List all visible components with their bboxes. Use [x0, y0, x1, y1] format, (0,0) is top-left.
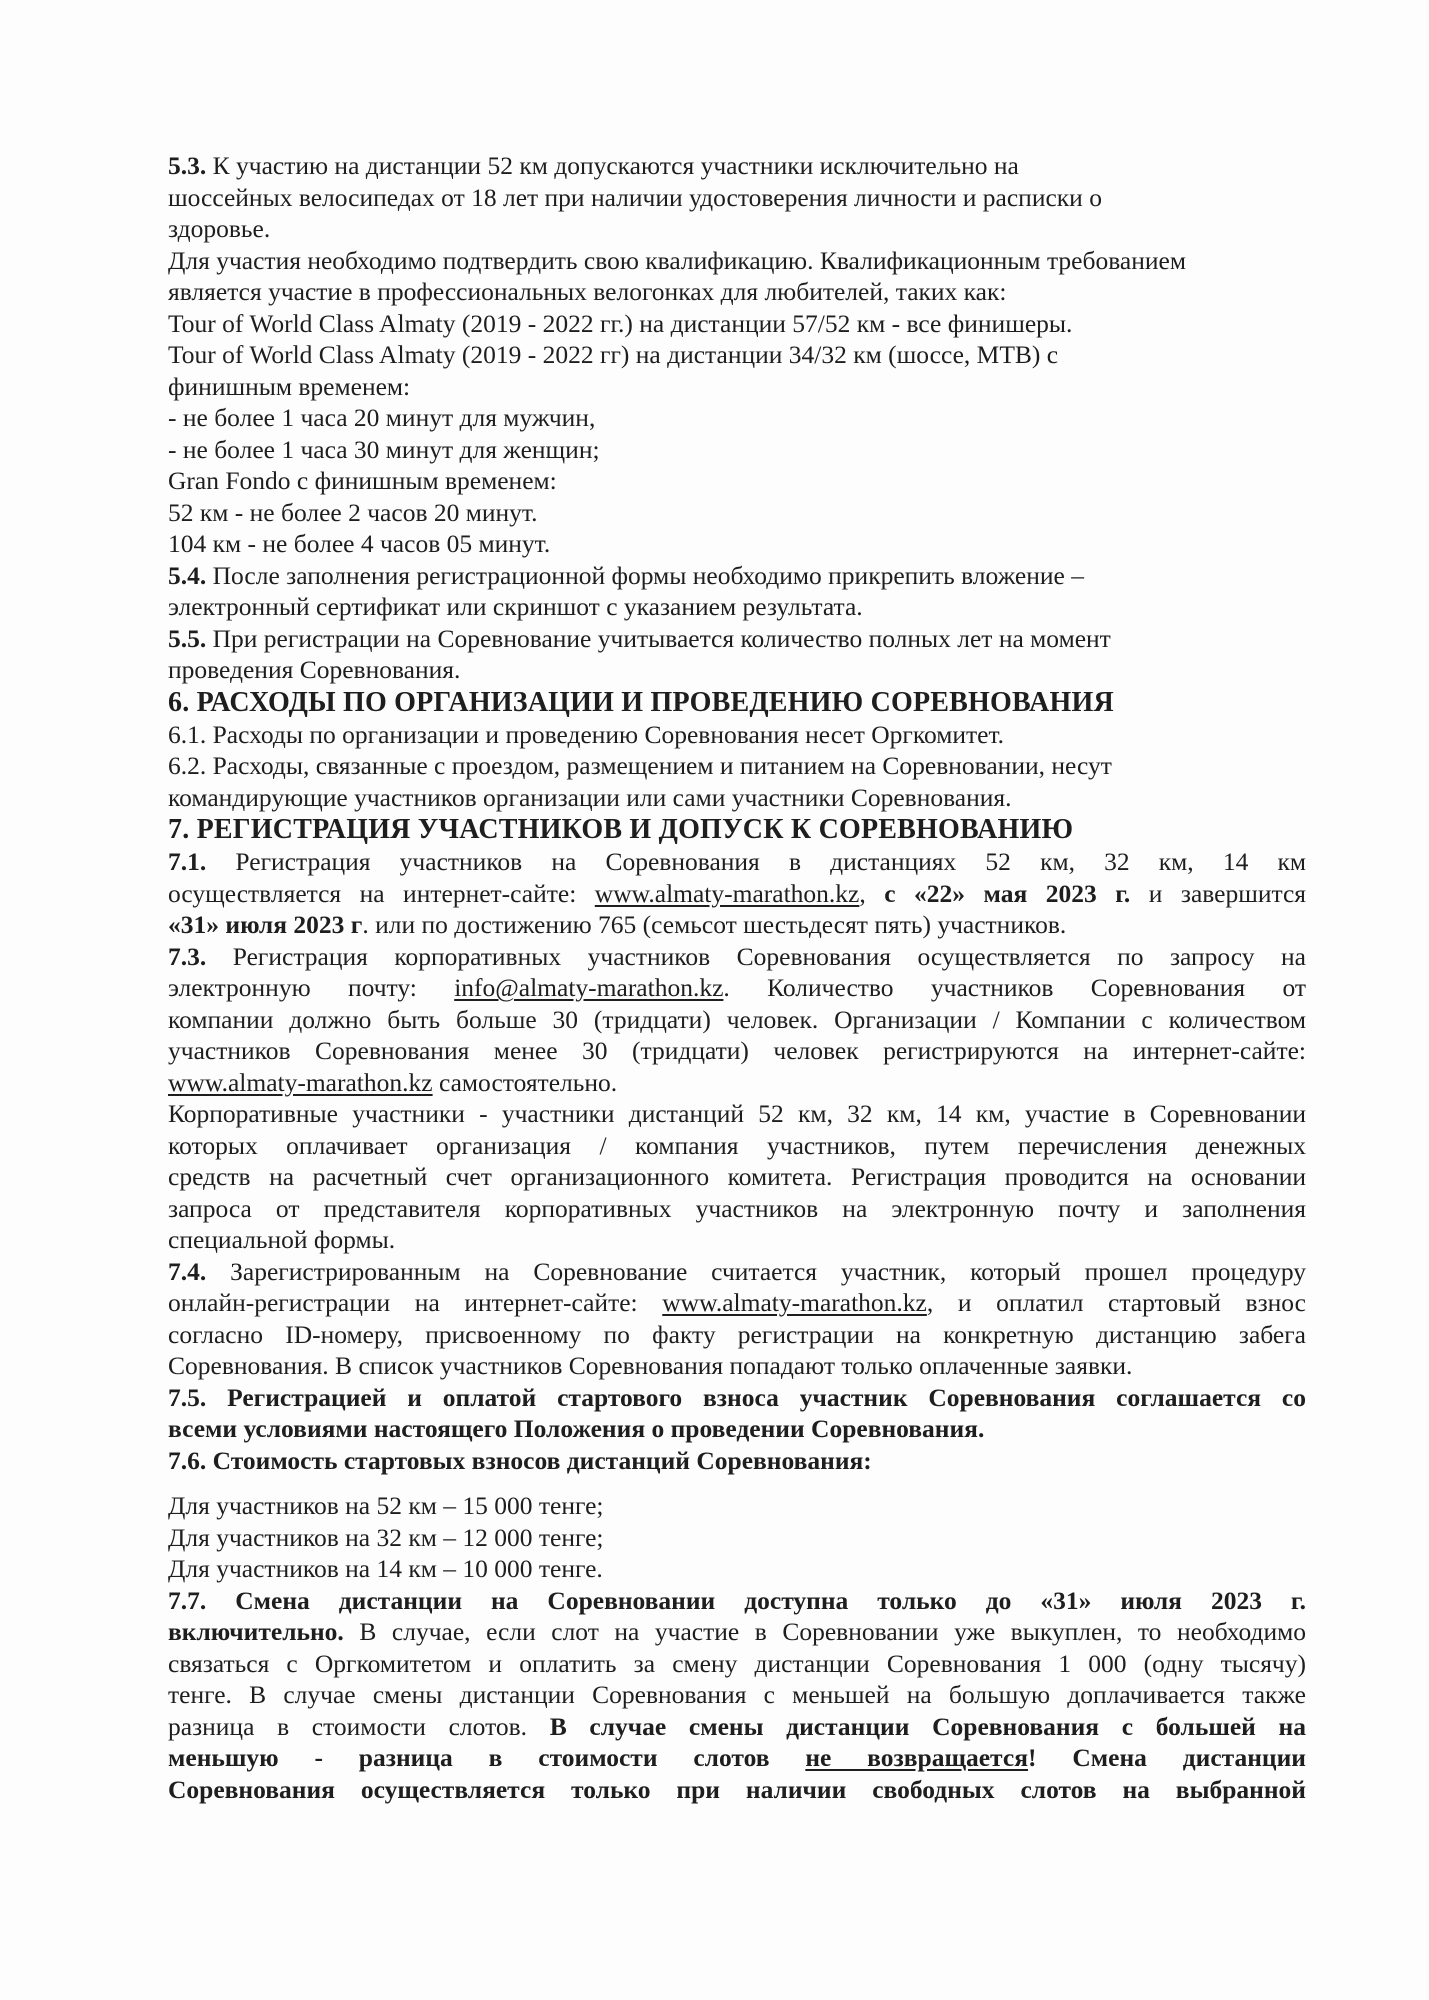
text-line: [168, 276, 1306, 308]
text-run: После заполнения регистрационной формы необходимо прикрепить вложение –: [206, 560, 1084, 590]
text-run: командирующие участников организации или сами участники Соревнования.: [168, 782, 1012, 812]
text-run: Зарегистрированным на Соревнование считается участник, который прошел процедуру: [206, 1256, 1306, 1286]
text-line: [168, 750, 1306, 782]
text-line: [168, 1522, 1306, 1554]
section-heading-h7: [168, 813, 1306, 846]
text-line: [168, 402, 1306, 434]
text-line: [168, 182, 1306, 214]
paragraph-fees: [168, 1490, 1306, 1585]
text-line: [168, 245, 1306, 277]
text-line: [168, 528, 1306, 560]
text-run: ! Смена дистанции: [1028, 1743, 1306, 1772]
text-run: . или по достижению 765 (семьсот шестьдесят пять) участников.: [362, 910, 1067, 939]
text-run: согласно ID-номеру, присвоенному по факту регистрации на конкретную дистанцию забега: [168, 1319, 1306, 1349]
text-run: Gran Fondo с финишным временем:: [168, 466, 557, 495]
text-run: В случае смены дистанции Соревнования с большей на: [549, 1711, 1306, 1741]
text-run: 7.3.: [168, 941, 207, 971]
email-link[interactable]: info@almaty-marathon.kz: [454, 973, 724, 1002]
document-body: [168, 150, 1306, 1805]
text-line: [168, 1287, 1306, 1319]
text-run: 7.1.: [168, 847, 207, 876]
text-line: [168, 1585, 1306, 1617]
text-line: [168, 1445, 1306, 1477]
text-run: 5.4.: [168, 560, 207, 590]
text-run: тенге. В случае смены дистанции Соревнования с меньшей на большую доплачивается также: [168, 1680, 1306, 1709]
spacer: [168, 1476, 1306, 1490]
text-run: связаться с Оргкомитетом и оплатить за смену дистанции Соревнования 1 000 (одну тысячу): [168, 1648, 1306, 1678]
text-run: 7.4.: [168, 1256, 207, 1286]
text-line: [168, 1774, 1306, 1806]
text-line: [168, 1193, 1306, 1225]
text-run: разница в стоимости слотов.: [168, 1711, 550, 1741]
text-line: [168, 1679, 1306, 1711]
text-run: специальной формы.: [168, 1225, 396, 1254]
text-run: Регистрация участников на Соревнования в дистанциях 52 км, 32 км, 14 км: [206, 847, 1306, 876]
paragraph-p7-7: [168, 1585, 1306, 1806]
text-line: [168, 878, 1306, 910]
text-line: [168, 434, 1306, 466]
text-line: [168, 308, 1306, 340]
text-run: самостоятельно.: [432, 1067, 618, 1097]
text-line: [168, 591, 1306, 623]
text-run: ,: [859, 878, 885, 908]
text-run: При регистрации на Соревнование учитывается количество полных лет на момент: [206, 623, 1111, 653]
text-line: [168, 1350, 1306, 1382]
paragraph-p7-4: [168, 1256, 1306, 1382]
text-line: [168, 719, 1306, 751]
text-line: [168, 1616, 1306, 1648]
text-run: шоссейных велосипедах от 18 лет при наличии удостоверения личности и расписки о: [168, 182, 1102, 212]
text-run: Для участия необходимо подтвердить свою квалификацию. Квалификационным требованием: [168, 245, 1186, 275]
text-run: Tour of World Class Almaty (2019 - 2022 гг.) на дистанции 57/52 км - все финишеры.: [168, 308, 1073, 338]
text-line: [168, 1413, 1306, 1445]
text-run: Tour of World Class Almaty (2019 - 2022 гг) на дистанции 34/32 км (шоссе, МТВ) с: [168, 340, 1059, 369]
text-line: [168, 1035, 1306, 1067]
paragraph-p7-3b: [168, 1098, 1306, 1256]
text-run: 5.5.: [168, 623, 207, 653]
text-run: финишным временем:: [168, 371, 411, 401]
text-run: 7.5. Регистрацией и оплатой стартового взноса участник Соревнования соглашается со: [168, 1382, 1306, 1412]
text-line: [168, 782, 1306, 814]
text-line: [168, 1490, 1306, 1522]
text-line: [168, 1098, 1306, 1130]
text-run: К участию на дистанции 52 км допускаются участники исключительно на: [206, 151, 1019, 180]
text-run: 6.2. Расходы, связанные с проездом, размещением и питанием на Соревновании, несут: [168, 751, 1112, 780]
text-run: Для участников на 32 км – 12 000 тенге;: [168, 1522, 604, 1552]
text-run: включительно.: [168, 1617, 344, 1646]
text-line: [168, 1067, 1306, 1099]
text-run: и завершится: [1130, 878, 1307, 908]
text-line: [168, 846, 1306, 878]
website-link[interactable]: www.almaty-marathon.kz: [168, 1067, 433, 1097]
text-run: которых оплачивает организация / компания участников, путем перечисления денежных: [168, 1130, 1306, 1160]
text-run: меньшую - разница в стоимости слотов: [168, 1743, 806, 1772]
text-run: - не более 1 часа 20 минут для мужчин,: [168, 403, 596, 432]
text-run: 52 км - не более 2 часов 20 минут.: [168, 497, 538, 527]
text-line: [168, 1004, 1306, 1036]
text-run: компании должно быть больше 30 (тридцати) человек. Организации / Компании с количеством: [168, 1004, 1306, 1034]
text-line: [168, 654, 1306, 686]
website-link[interactable]: www.almaty-marathon.kz: [662, 1288, 927, 1317]
text-run: 5.3.: [168, 151, 207, 180]
text-line: [168, 972, 1306, 1004]
paragraph-p7-1: [168, 846, 1306, 941]
section-heading-h6: [168, 686, 1306, 719]
paragraph-p5-5: [168, 623, 1306, 686]
text-line: [168, 1319, 1306, 1351]
text-run: здоровье.: [168, 214, 271, 243]
text-line: [168, 1711, 1306, 1743]
text-run: Соревнования. В список участников Соревнования попадают только оплаченные заявки.: [168, 1351, 1133, 1380]
text-run: не возвращается: [805, 1743, 1029, 1772]
text-run: Корпоративные участники - участники дистанций 52 км, 32 км, 14 км, участие в Соревновании: [168, 1099, 1306, 1128]
text-run: 6.1. Расходы по организации и проведению Соревнования несет Оргкомитет.: [168, 719, 1005, 749]
text-line: [168, 1742, 1306, 1774]
text-run: В случае, если слот на участие в Соревновании уже выкуплен, то необходимо: [343, 1617, 1306, 1646]
paragraph-p7-5: [168, 1382, 1306, 1445]
text-run: онлайн-регистрации на интернет-сайте:: [168, 1288, 663, 1317]
text-run: является участие в профессиональных велогонках для любителей, таких как:: [168, 277, 1007, 306]
text-run: участников Соревнования менее 30 (тридцати) человек регистрируются на интернет-сайте:: [168, 1036, 1306, 1065]
text-line: [168, 560, 1306, 592]
text-line: [168, 150, 1306, 182]
paragraph-p6-2: [168, 750, 1306, 813]
paragraph-p5-3: [168, 150, 1306, 560]
website-link[interactable]: www.almaty-marathon.kz: [594, 878, 860, 908]
text-run: 7.6. Стоимость стартовых взносов дистанций Соревнования:: [168, 1445, 872, 1475]
paragraph-p6-1: [168, 719, 1306, 751]
paragraph-p7-3: [168, 941, 1306, 1099]
paragraph-p5-4: [168, 560, 1306, 623]
text-run: с «22» мая 2023 г.: [884, 878, 1131, 908]
text-line: [168, 339, 1306, 371]
text-line: [168, 1553, 1306, 1585]
text-run: Для участников на 14 км – 10 000 тенге.: [168, 1554, 603, 1583]
text-line: [168, 1161, 1306, 1193]
text-run: 104 км - не более 4 часов 05 минут.: [168, 529, 551, 558]
text-line: [168, 1382, 1306, 1414]
text-run: 7. РЕГИСТРАЦИЯ УЧАСТНИКОВ И ДОПУСК К СОРЕВНОВАНИЮ: [168, 814, 1074, 845]
text-line: [168, 497, 1306, 529]
text-run: электронную почту:: [168, 973, 455, 1002]
text-line: [168, 1130, 1306, 1162]
text-run: электронный сертификат или скриншот с указанием результата.: [168, 592, 863, 621]
text-run: . Количество участников Соревнования от: [723, 973, 1306, 1002]
text-line: [168, 465, 1306, 497]
text-line: [168, 1648, 1306, 1680]
text-run: запроса от представителя корпоративных участников на электронную почту и заполнения: [168, 1193, 1306, 1223]
text-line: [168, 941, 1306, 973]
text-line: [168, 1224, 1306, 1256]
text-run: всеми условиями настоящего Положения о проведении Соревнования.: [168, 1414, 985, 1443]
text-run: 7.7. Смена дистанции на Соревновании доступна только до «31» июля 2023 г.: [168, 1585, 1306, 1615]
text-run: Соревнования осуществляется только при наличии свободных слотов на выбранной: [168, 1774, 1306, 1804]
text-run: средств на расчетный счет организационного комитета. Регистрация проводится на основании: [168, 1162, 1306, 1191]
text-run: 6. РАСХОДЫ ПО ОРГАНИЗАЦИИ И ПРОВЕДЕНИЮ СОРЕВНОВАНИЯ: [168, 686, 1114, 718]
text-run: проведения Соревнования.: [168, 655, 461, 684]
text-line: [168, 813, 1306, 846]
paragraph-p7-6: [168, 1445, 1306, 1477]
text-run: осуществляется на интернет-сайте:: [168, 878, 595, 908]
text-line: [168, 909, 1306, 941]
text-line: [168, 686, 1306, 719]
text-run: - не более 1 часа 30 минут для женщин;: [168, 434, 600, 464]
text-line: [168, 1256, 1306, 1288]
text-run: Для участников на 52 км – 15 000 тенге;: [168, 1491, 604, 1520]
text-run: , и оплатил стартовый взнос: [926, 1288, 1307, 1317]
text-line: [168, 213, 1306, 245]
text-run: Регистрация корпоративных участников Соревнования осуществляется по запросу на: [206, 941, 1306, 971]
text-line: [168, 623, 1306, 655]
text-run: «31» июля 2023 г: [168, 910, 363, 939]
text-line: [168, 371, 1306, 403]
